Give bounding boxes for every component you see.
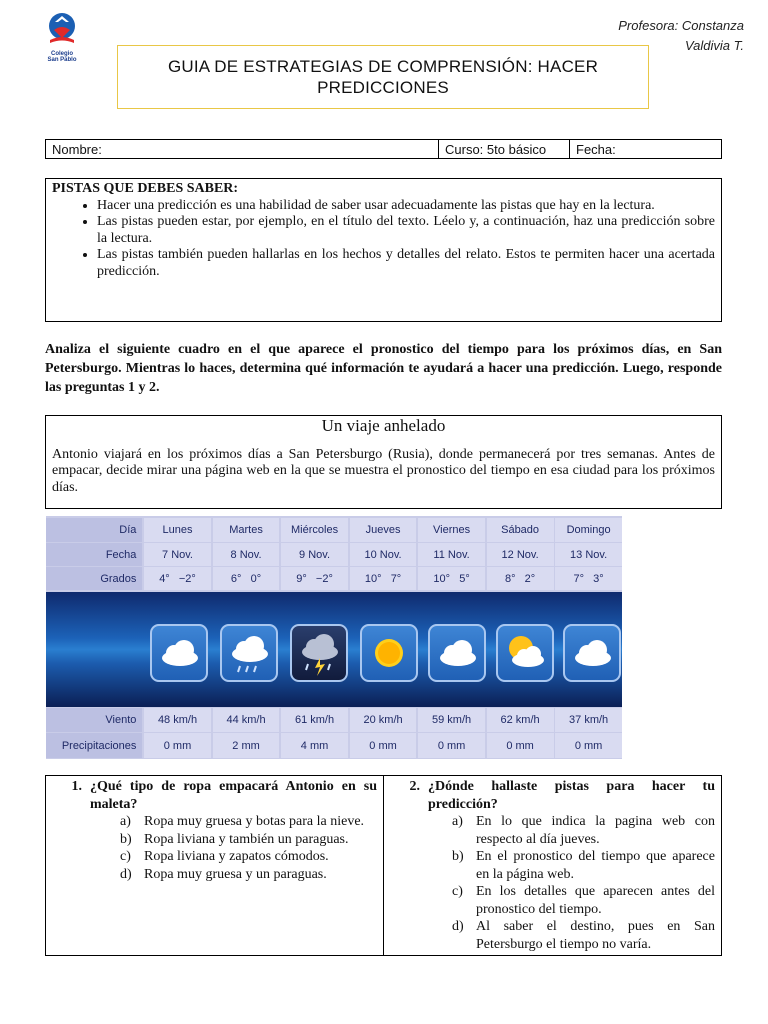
answer-option[interactable] bbox=[120, 831, 377, 849]
option-letter: c) bbox=[452, 884, 463, 899]
option-letter: b) bbox=[452, 849, 464, 864]
option-letter: d) bbox=[120, 866, 132, 882]
answer-option[interactable] bbox=[452, 918, 715, 953]
forecast-day: Lunes bbox=[144, 518, 211, 542]
answer-option[interactable] bbox=[452, 848, 715, 883]
hints-list bbox=[52, 198, 715, 281]
forecast-date: 9 Nov. bbox=[281, 543, 348, 566]
label-precip: Precipitaciones bbox=[46, 733, 142, 758]
option-text: En el pronostico del tiempo que aparece en la página web. bbox=[476, 849, 715, 882]
forecast-precip: 0 mm bbox=[144, 733, 211, 758]
option-text: Ropa muy gruesa y un paraguas. bbox=[144, 866, 327, 882]
school-logo bbox=[40, 12, 84, 63]
answer-option[interactable] bbox=[120, 813, 377, 831]
title-line2: PREDICCIONES bbox=[317, 78, 449, 97]
question-2 bbox=[384, 776, 721, 955]
option-text: Ropa liviana y también un paraguas. bbox=[144, 831, 349, 847]
forecast-temp: 7° 3° bbox=[555, 567, 622, 590]
story-text: Antonio viajará en los próximos días a San Petersburgo (Rusia), donde permanecerá por tres semanas. Antes de empacar, decide mirar una página web en la que se muestra el pronostico del tiempo en esa ciudad para los próximos días. bbox=[52, 446, 715, 495]
forecast-wind: 62 km/h bbox=[487, 708, 554, 732]
forecast-temp: 10° 7° bbox=[350, 567, 417, 590]
date-field[interactable]: Fecha: bbox=[576, 142, 616, 157]
rain-cloud-icon bbox=[220, 624, 278, 682]
logo-text-line1: Colegio bbox=[51, 51, 73, 57]
forecast-row-date bbox=[46, 543, 622, 566]
forecast-temp: 8° 2° bbox=[487, 567, 554, 590]
question-number: 2. bbox=[409, 779, 420, 794]
story-title: Un viaje anhelado bbox=[321, 416, 446, 435]
questions-table bbox=[45, 775, 722, 956]
page-title bbox=[117, 45, 649, 109]
forecast-precip: 2 mm bbox=[213, 733, 280, 758]
hint-item: • Hacer una predicción es una habilidad de saber usar adecuadamente las pistas que hay en la lectura. bbox=[97, 198, 715, 215]
forecast-day: Miércoles bbox=[281, 518, 348, 542]
hint-item: • Las pistas pueden estar, por ejemplo, en el título del texto. Léelo y, a continuación, haz una predicción sobre la lectura. bbox=[97, 214, 715, 247]
answer-option[interactable] bbox=[452, 883, 715, 918]
forecast-wind: 37 km/h bbox=[555, 708, 622, 732]
option-text: En los detalles que aparecen antes del pronostico del tiempo. bbox=[476, 884, 715, 917]
forecast-temp: 4° −2° bbox=[144, 567, 211, 590]
sun-icon bbox=[360, 624, 418, 682]
forecast-row-temp bbox=[46, 567, 622, 590]
forecast-wind: 61 km/h bbox=[281, 708, 348, 732]
forecast-wind: 59 km/h bbox=[418, 708, 485, 732]
title-line1: GUIA DE ESTRATEGIAS DE COMPRENSIÓN: HACER bbox=[167, 57, 599, 76]
label-temp: Grados bbox=[46, 567, 142, 590]
forecast-precip: 0 mm bbox=[487, 733, 554, 758]
forecast-temp: 10° 5° bbox=[418, 567, 485, 590]
forecast-day: Domingo bbox=[555, 518, 622, 542]
answer-option[interactable] bbox=[120, 848, 377, 866]
option-letter: d) bbox=[452, 919, 464, 934]
option-letter: a) bbox=[452, 814, 463, 829]
question-number: 1. bbox=[71, 779, 82, 794]
hints-box bbox=[45, 178, 722, 322]
forecast-precip: 0 mm bbox=[418, 733, 485, 758]
forecast-row-day bbox=[46, 518, 622, 542]
cloud-icon bbox=[563, 624, 621, 682]
forecast-temp: 9° −2° bbox=[281, 567, 348, 590]
forecast-day: Martes bbox=[213, 518, 280, 542]
forecast-day: Sábado bbox=[487, 518, 554, 542]
forecast-date: 10 Nov. bbox=[350, 543, 417, 566]
answer-option[interactable] bbox=[452, 813, 715, 848]
cloud-icon bbox=[428, 624, 486, 682]
forecast-precip: 0 mm bbox=[555, 733, 622, 758]
forecast-row-precip bbox=[46, 733, 622, 758]
forecast-date: 12 Nov. bbox=[487, 543, 554, 566]
teacher-line1: Profesora: Constanza bbox=[618, 18, 744, 33]
option-letter: b) bbox=[120, 831, 132, 847]
school-crest-icon bbox=[40, 12, 84, 46]
forecast-wind: 44 km/h bbox=[213, 708, 280, 732]
question-1 bbox=[46, 776, 384, 955]
option-text: En lo que indica la pagina web con respecto al día jueves. bbox=[476, 814, 715, 847]
forecast-wind: 20 km/h bbox=[350, 708, 417, 732]
forecast-temp: 6° 0° bbox=[213, 567, 280, 590]
forecast-date: 11 Nov. bbox=[418, 543, 485, 566]
course-field: Curso: 5to básico bbox=[439, 140, 570, 158]
student-info-row bbox=[45, 139, 722, 159]
instructions-paragraph: Analiza el siguiente cuadro en el que aparece el pronostico del tiempo para los próximos días, en San Petersburgo. Mientras lo haces, determina qué información te ayudará a hacer una predicción. Luego, responde las preguntas 1 y 2. bbox=[45, 342, 722, 395]
story-box bbox=[45, 415, 722, 509]
forecast-wind: 48 km/h bbox=[144, 708, 211, 732]
logo-text-line2: San Pablo bbox=[47, 57, 77, 63]
forecast-row-wind bbox=[46, 708, 622, 732]
label-day: Día bbox=[46, 518, 142, 542]
forecast-date: 7 Nov. bbox=[144, 543, 211, 566]
option-text: Al saber el destino, pues en San Petersburgo el tiempo no varía. bbox=[476, 919, 715, 952]
hints-heading: PISTAS QUE DEBES SABER: bbox=[52, 181, 239, 196]
weather-forecast bbox=[46, 516, 622, 759]
option-letter: c) bbox=[120, 849, 131, 864]
hint-item: • Las pistas también pueden hallarlas en los hechos y detalles del relato. Estos te permiten hacer una acertada predicción. bbox=[97, 247, 715, 280]
forecast-precip: 4 mm bbox=[281, 733, 348, 758]
forecast-day: Viernes bbox=[418, 518, 485, 542]
option-text: Ropa liviana y zapatos cómodos. bbox=[144, 849, 329, 864]
question-text: ¿Qué tipo de ropa empacará Antonio en su maleta? bbox=[90, 779, 377, 812]
forecast-precip: 0 mm bbox=[350, 733, 417, 758]
label-wind: Viento bbox=[46, 708, 142, 732]
label-date: Fecha bbox=[46, 543, 142, 566]
cloud-icon bbox=[150, 624, 208, 682]
name-field[interactable]: Nombre: bbox=[46, 140, 439, 158]
storm-cloud-icon bbox=[290, 624, 348, 682]
forecast-date: 8 Nov. bbox=[213, 543, 280, 566]
teacher-line2: Valdivia T. bbox=[684, 38, 744, 53]
question-text: ¿Dónde hallaste pistas para hacer tu predicción? bbox=[428, 779, 715, 812]
forecast-day: Jueves bbox=[350, 518, 417, 542]
answer-option[interactable] bbox=[120, 866, 377, 884]
option-letter: a) bbox=[120, 814, 131, 829]
sun-cloud-icon bbox=[496, 624, 554, 682]
option-text: Ropa muy gruesa y botas para la nieve. bbox=[144, 814, 365, 829]
forecast-date: 13 Nov. bbox=[555, 543, 622, 566]
